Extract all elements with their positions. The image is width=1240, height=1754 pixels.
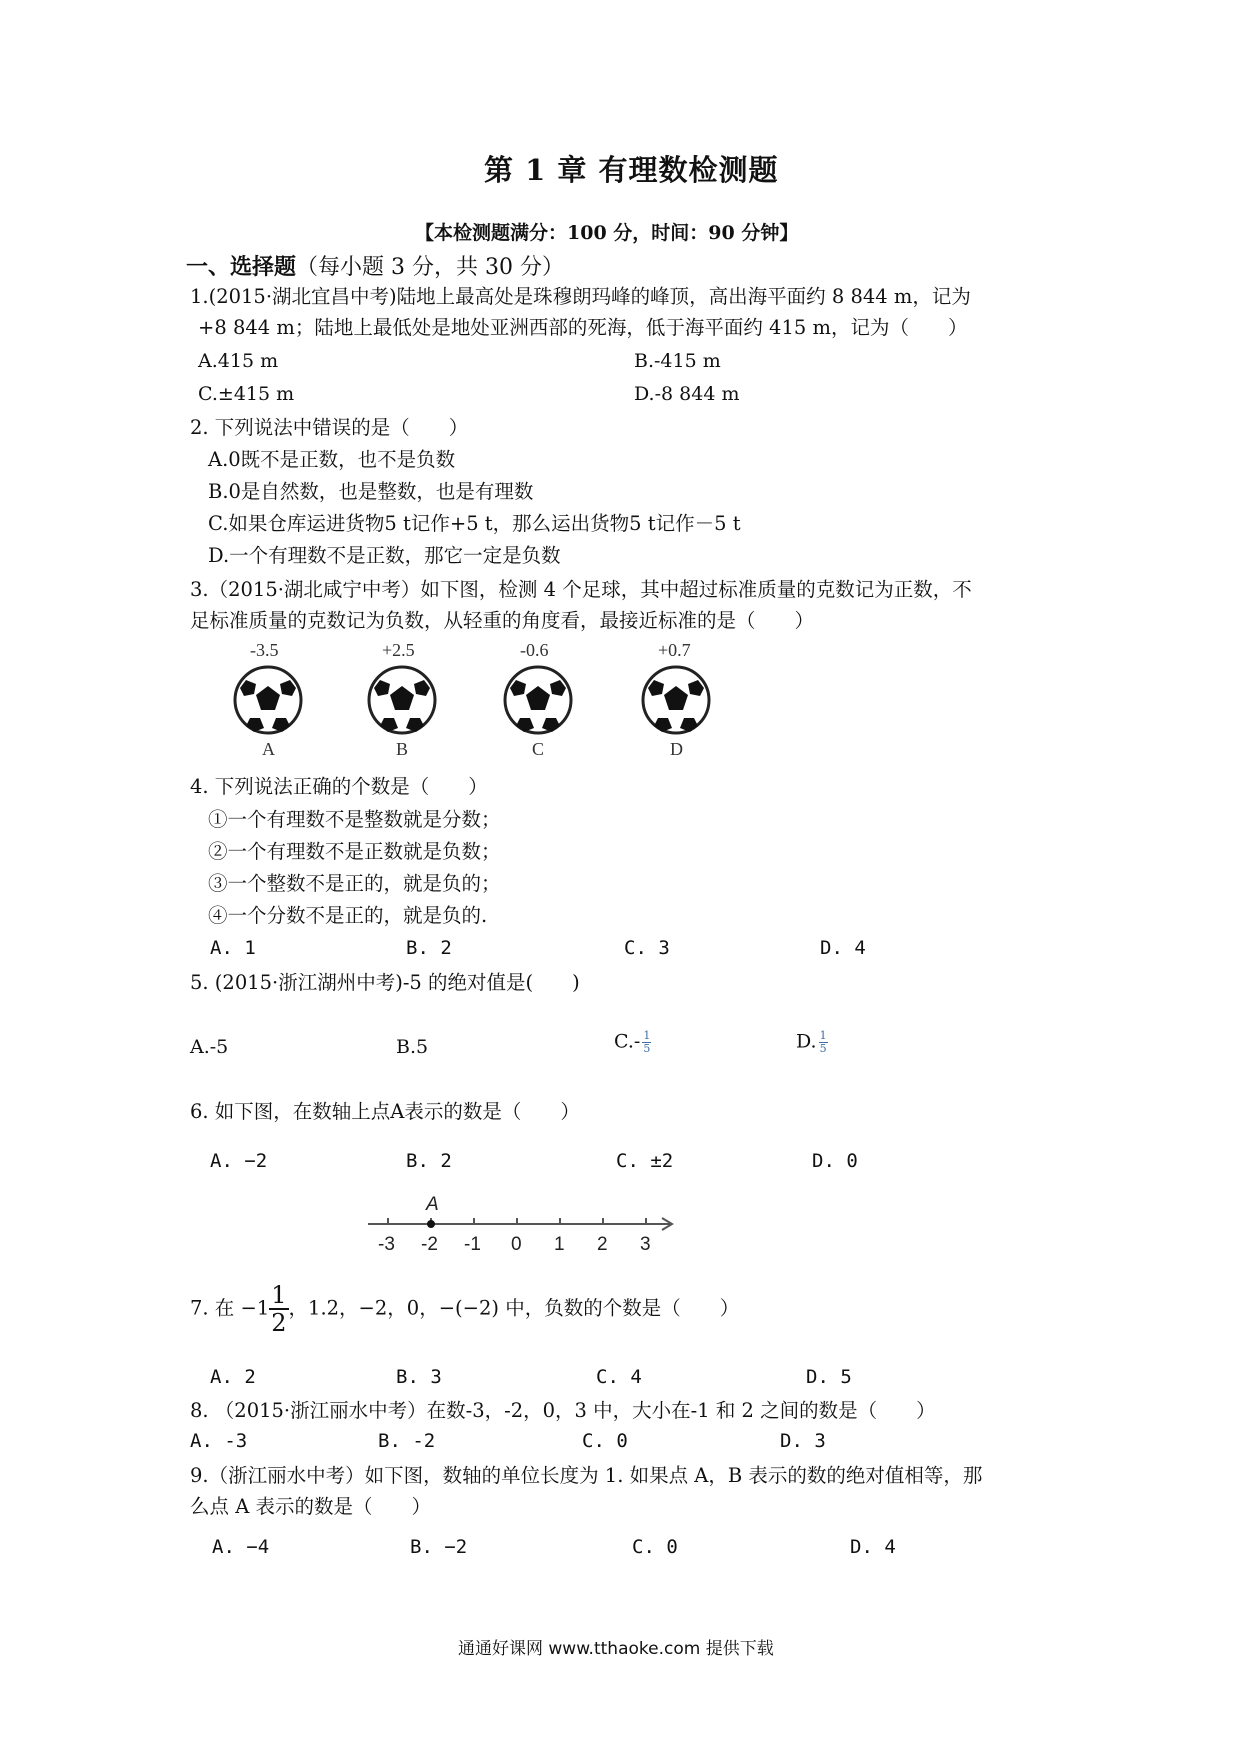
tick-label: -3 [378, 1234, 395, 1255]
soccer-ball-d [640, 664, 712, 736]
q4-option-c: C. 3 [624, 937, 670, 959]
q9-option-a: A. −4 [212, 1536, 270, 1558]
soccer-balls-figure [220, 640, 740, 760]
q4-option-a: A. 1 [210, 937, 256, 959]
q4-item-2: ②一个有理数不是正数就是负数； [208, 840, 501, 863]
q9-line2: 么点 A 表示的数是（ ） [190, 1495, 431, 1518]
q4-item-3: ③一个整数不是正的，就是负的； [208, 872, 501, 895]
q8-option-b: B. -2 [378, 1430, 436, 1452]
q7-prefix: 7. 在 −1 [190, 1296, 270, 1320]
fraction-denominator: 2 [271, 1309, 287, 1337]
q8-option-c: C. 0 [582, 1430, 628, 1452]
section-head: 一、选择题 [186, 254, 297, 280]
q7-option-c: C. 4 [596, 1366, 642, 1388]
section-heading [186, 250, 564, 281]
point-a-marker [427, 1220, 435, 1228]
q5-stem: 5. (2015·浙江湖州中考)-5 的绝对值是( ) [190, 971, 580, 994]
q6-option-c: C. ±2 [616, 1150, 674, 1172]
q3-line1: 3.（2015·湖北咸宁中考）如下图，检测 4 个足球，其中超过标准质量的克数记为正数，不 [190, 578, 972, 601]
page-subtitle: 【本检测题满分：100 分，时间：90 分钟】 [415, 222, 799, 244]
ball-a-letter: A [262, 739, 275, 759]
section-note: （每小题 3 分，共 30 分） [296, 255, 564, 280]
q4-option-b: B. 2 [406, 937, 452, 959]
ball-d-letter: D [670, 739, 683, 759]
tick-label: 1 [554, 1234, 565, 1255]
tick-label: 0 [511, 1234, 522, 1255]
q9-option-c: C. 0 [632, 1536, 678, 1558]
fraction-denominator: 5 [643, 1042, 651, 1055]
q7-stem [190, 1282, 739, 1336]
q6-option-b: B. 2 [406, 1150, 452, 1172]
q7-option-d: D. 5 [806, 1366, 852, 1388]
q5-option-d [796, 1030, 828, 1055]
q6-option-d: D. 0 [812, 1150, 858, 1172]
q1-line1: 1.(2015·湖北宜昌中考)陆地上最高处是珠穆朗玛峰的峰顶，高出海平面约 8 844 m，记为 [190, 285, 971, 308]
ball-a-value: -3.5 [250, 640, 279, 660]
page-title: 第 1 章 有理数检测题 [484, 153, 779, 187]
ball-c-value: -0.6 [520, 640, 549, 660]
tick-label: -2 [421, 1234, 438, 1255]
q4-item-1: ①一个有理数不是整数就是分数； [208, 808, 501, 831]
q3-line2: 足标准质量的克数记为负数，从轻重的角度看，最接近标准的是（ ） [190, 609, 815, 632]
q4-stem: 4. 下列说法正确的个数是（ ） [190, 775, 488, 798]
q2-stem: 2. 下列说法中错误的是（ ） [190, 416, 469, 439]
q8-stem: 8. （2015·浙江丽水中考）在数-3，-2，0，3 中，大小在-1 和 2 之间的数是（ ） [190, 1399, 936, 1422]
ball-c-letter: C [532, 739, 545, 759]
tick-label: 3 [640, 1234, 651, 1255]
q1-option-d: D.-8 844 m [634, 383, 740, 405]
soccer-ball-c [502, 664, 574, 736]
q6-option-a: A. −2 [210, 1150, 268, 1172]
fraction-numerator: 1 [271, 1281, 287, 1309]
fraction-numerator: 1 [643, 1029, 651, 1042]
q8-option-d: D. 3 [780, 1430, 826, 1452]
point-a-label: A [426, 1194, 439, 1215]
q9-line1: 9.（浙江丽水中考）如下图，数轴的单位长度为 1. 如果点 A，B 表示的数的绝对值相等，那 [190, 1464, 983, 1487]
q5-option-c-fraction [642, 1030, 651, 1055]
q2-option-b: B.0是自然数，也是整数，也是有理数 [208, 480, 534, 503]
q5-option-d-fraction [819, 1030, 828, 1055]
q7-option-b: B. 3 [396, 1366, 442, 1388]
soccer-ball-b [366, 664, 438, 736]
q7-option-a: A. 2 [210, 1366, 256, 1388]
q4-option-d: D. 4 [820, 937, 866, 959]
q2-option-c: C.如果仓库运进货物5 t记作+5 t，那么运出货物5 t记作－5 t [208, 512, 741, 535]
q1-option-b: B.-415 m [634, 350, 721, 372]
tick-label: 2 [597, 1234, 608, 1255]
q5-option-a: A.-5 [190, 1036, 229, 1058]
q7-fraction [269, 1282, 288, 1336]
q9-option-d: D. 4 [850, 1536, 896, 1558]
q1-option-a: A.415 m [198, 350, 279, 372]
ball-b-letter: B [396, 739, 409, 759]
q1-line2: +8 844 m；陆地上最低处是地处亚洲西部的死海，低于海平面约 415 m，记为（ ） [198, 316, 968, 339]
q5-option-c [614, 1030, 651, 1055]
q2-option-a: A.0既不是正数，也不是负数 [208, 448, 456, 471]
q7-suffix: ，1.2，−2，0，−(−2) 中，负数的个数是（ ） [288, 1296, 740, 1320]
page-footer: 通通好课网 www.tthaoke.com 提供下载 [458, 1639, 774, 1659]
q5-option-c-label: C.- [614, 1030, 641, 1053]
q5-option-d-label: D. [796, 1030, 817, 1053]
number-line-figure [360, 1190, 680, 1260]
q2-option-d: D.一个有理数不是正数，那它一定是负数 [208, 544, 561, 567]
q9-option-b: B. −2 [410, 1536, 468, 1558]
ball-b-value: +2.5 [382, 640, 415, 660]
fraction-denominator: 5 [819, 1042, 827, 1055]
q5-option-b: B.5 [396, 1036, 429, 1058]
fraction-numerator: 1 [819, 1029, 827, 1042]
ball-d-value: +0.7 [658, 640, 691, 660]
q6-stem: 6. 如下图，在数轴上点A表示的数是（ ） [190, 1100, 580, 1123]
q1-option-c: C.±415 m [198, 383, 295, 405]
q8-option-a: A. -3 [190, 1430, 248, 1452]
soccer-ball-a [232, 664, 304, 736]
tick-label: -1 [464, 1234, 481, 1255]
q4-item-4: ④一个分数不是正的，就是负的. [208, 904, 488, 927]
